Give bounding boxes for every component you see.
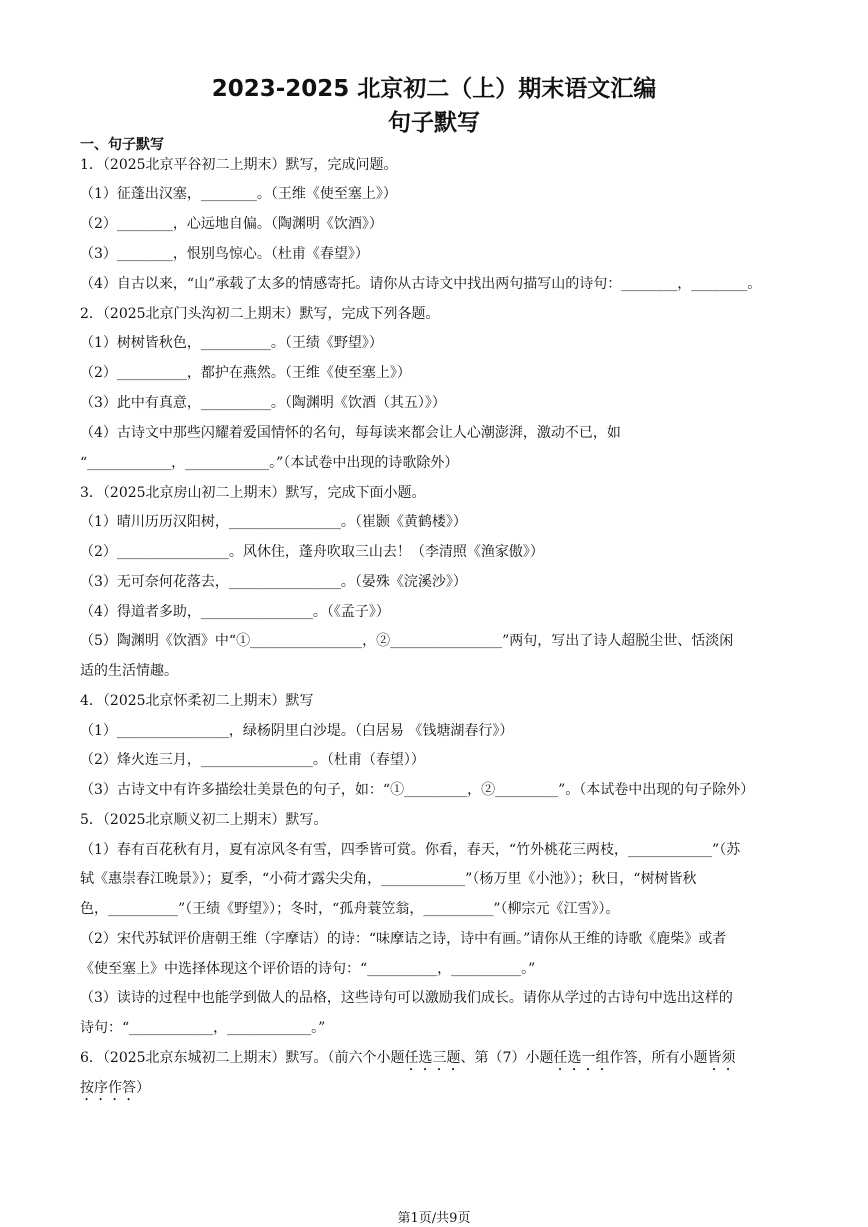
q3-item-1: （1）晴川历历汉阳树，________________。（崔颢《黄鹤楼》） [80,514,467,530]
q6-text-2: 、第（7）小题 [460,1050,554,1066]
question-4-stem: 4．（2025北京怀柔初二上期末）默写 [80,693,314,709]
page-footer: 第1页/共9页 [397,1211,471,1226]
q6-text-1: 6．（2025北京东城初二上期末）默写。（前六个小题 [80,1050,405,1066]
q5-item-2: （2）宋代苏轼评价唐朝王维（字摩诘）的诗：“味摩诘之诗，诗中有画。”请你从王维的诗歌《鹿柴》或者 [80,931,727,947]
q6-emphasis-3: 皆须 [707,1050,736,1066]
q4-item-1: （1）________________，绿杨阴里白沙堤。（白居易 《钱塘湖春行》） [80,723,514,739]
q5-item-2-cont: 《使至塞上》中选择体现这个评价语的诗句：“__________，__________。” [80,961,536,977]
q5-item-3: （3）读诗的过程中也能学到做人的品格，这些诗句可以激励我们成长。请你从学过的古诗句中选出这样的 [80,990,733,1006]
q1-item-3: （3）________，恨别鸟惊心。（杜甫《春望》） [80,246,369,262]
q3-item-3: （3）无可奈何花落去，________________。（晏殊《浣溪沙》） [80,574,467,590]
question-2-stem: 2．（2025北京门头沟初二上期末）默写，完成下列各题。 [80,306,440,322]
q4-item-3: （3）古诗文中有许多描绘壮美景色的句子，如：“①_________，②_________”。（本试卷中出现的句子除外） [80,782,755,798]
question-6-stem [80,1049,735,1074]
q3-item-2: （2）________________。风休住，蓬舟吹取三山去！（李清照《渔家傲》） [80,544,544,560]
q2-item-4: （4）古诗文中那些闪耀着爱国情怀的名句，每每读来都会让人心潮澎湃，激动不已，如 [80,425,621,441]
section-heading: 一、句子默写 [80,137,164,153]
q6-text-3: 作答，所有小题 [609,1050,708,1066]
q5-item-1-cont-2: 色，__________”（王绩《野望》）；冬时，“孤舟蓑笠翁，__________”（柳宗元《江雪》）。 [80,901,620,917]
question-1-stem: 1．（2025北京平谷初二上期末）默写，完成问题。 [80,157,398,173]
q1-item-1: （1）征蓬出汉塞，________。（王维《使至塞上》） [80,186,397,202]
q2-item-2: （2）__________，都护在燕然。（王维《使至塞上》） [80,365,411,381]
q5-item-1-cont-1: 轼《惠崇春江晚景》）；夏季，“小荷才露尖尖角，____________”（杨万里《小池》）；秋日，“树树皆秋 [80,871,697,887]
q1-item-4: （4）自古以来，“山”承载了太多的情感寄托。请你从古诗文中找出两句描写山的诗句：________，________。 [80,276,762,292]
document-subtitle: 句子默写 [388,110,480,136]
q5-item-1: （1）春有百花秋有月，夏有凉风冬有雪，四季皆可赏。你看，春天，“竹外桃花三两枝，____________”（苏 [80,842,741,858]
q2-item-1: （1）树树皆秋色，__________。（王绩《野望》） [80,335,383,351]
q3-item-5-cont: 适的生活情趣。 [80,663,178,679]
q5-item-3-cont: 诗句：“____________，____________。” [80,1020,326,1036]
question-3-stem: 3．（2025北京房山初二上期末）默写，完成下面小题。 [80,485,426,501]
document-title: 2023-2025 北京初二（上）期末语文汇编 [211,76,657,102]
q6-emphasis-1: 任选三题 [404,1050,461,1066]
q6-emphasis-4: 按序作答 [80,1080,136,1096]
q2-item-4-cont: “____________，____________。”（本试卷中出现的诗歌除外） [80,455,459,471]
q4-item-2: （2）烽火连三月，________________。（杜甫（春望）） [80,752,425,768]
question-5-stem: 5．（2025北京顺义初二上期末）默写。 [80,812,328,828]
q2-item-3: （3）此中有真意，__________。（陶渊明《饮酒（其五）》） [80,395,446,411]
q1-item-2: （2）________，心远地自偏。（陶渊明《饮酒》） [80,216,383,232]
q6-text-4: ） [136,1080,150,1096]
q6-emphasis-2: 任选一组 [553,1050,610,1066]
q3-item-5: （5）陶渊明《饮酒》中“①________________，②________________”两句，写出了诗人超脱尘世、恬淡闲 [80,633,734,649]
question-6-stem-cont [80,1079,150,1104]
q3-item-4: （4）得道者多助，________________。（《孟子》） [80,604,390,620]
